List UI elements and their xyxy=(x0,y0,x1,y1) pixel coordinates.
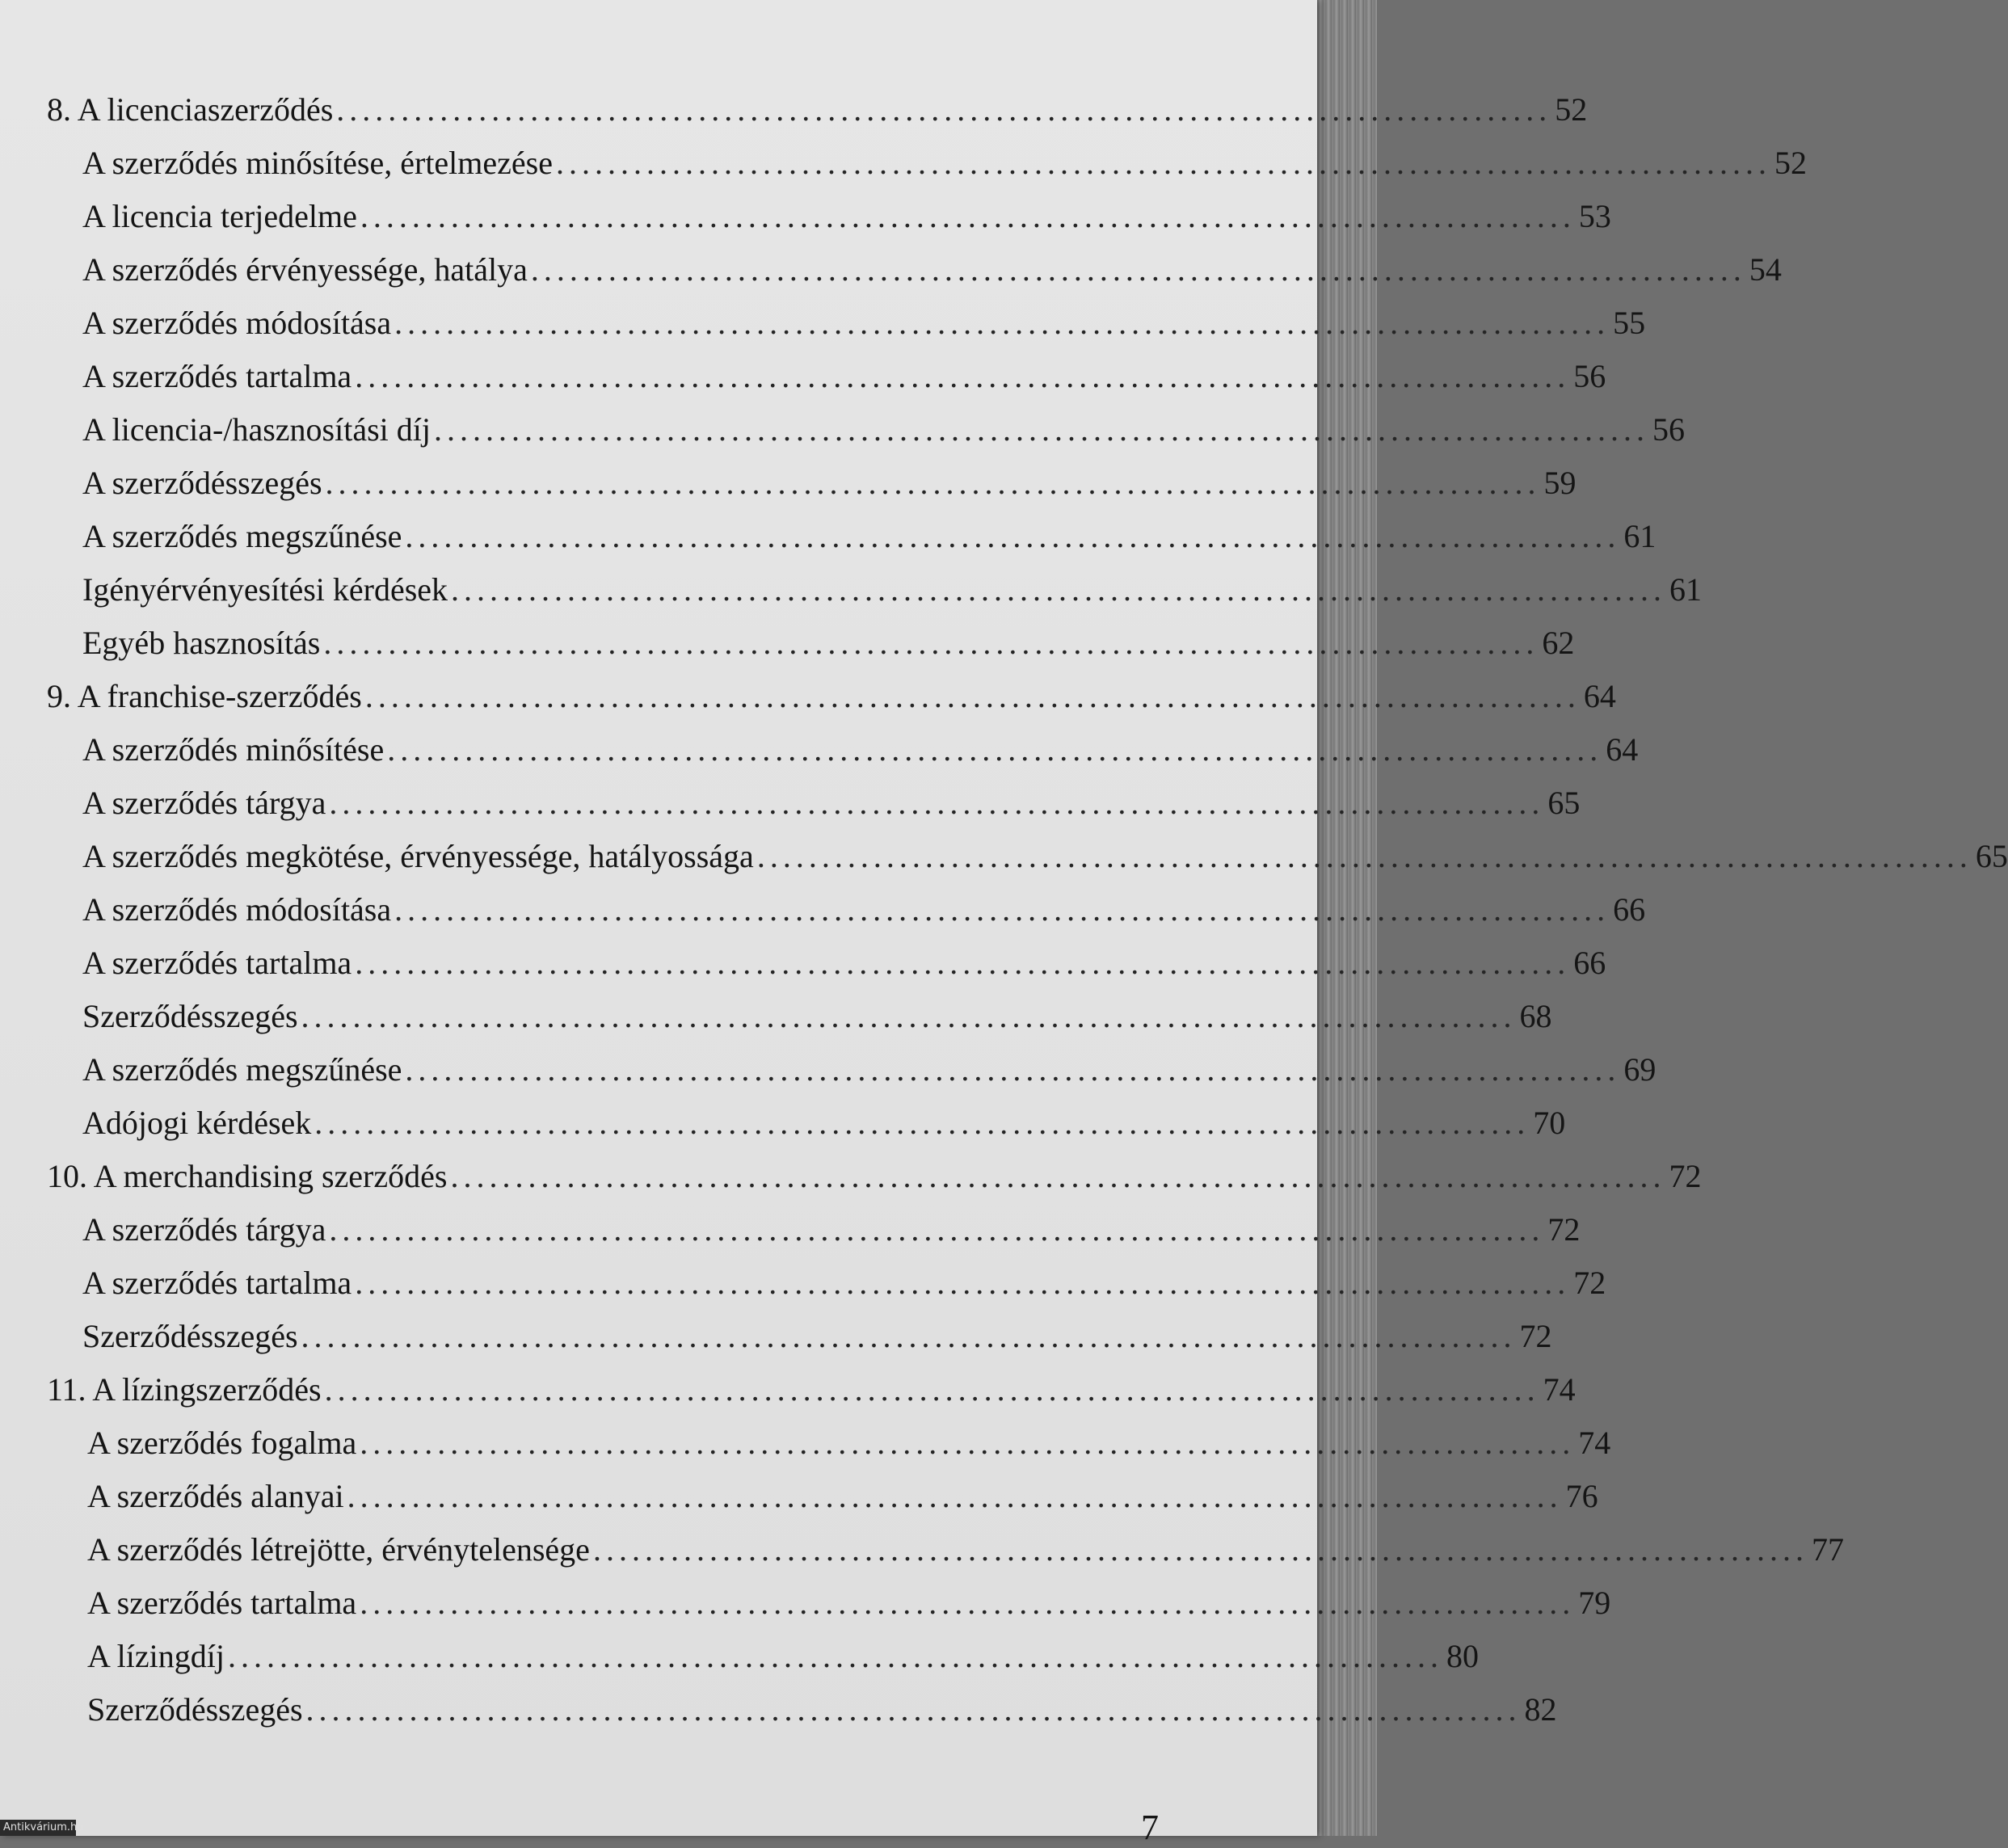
toc-entry xyxy=(82,890,1646,936)
toc-leader: .............................................................................................. xyxy=(530,251,1746,288)
toc-entry xyxy=(82,837,2008,882)
toc-entry-page: 72 xyxy=(1519,1318,1552,1354)
toc-entry-page: 69 xyxy=(1623,1051,1656,1088)
toc-leader: .............................................................................................. xyxy=(360,198,1576,234)
toc-entry-title: A szerződés megkötése, érvényessége, hatályossága xyxy=(82,838,754,874)
toc-leader: .............................................................................................. xyxy=(405,518,1621,554)
toc-entry-page: 72 xyxy=(1573,1265,1606,1301)
toc-entry-title: Igényérvényesítési kérdések xyxy=(82,571,448,608)
toc-entry-title: 11. A lízingszerződés xyxy=(47,1371,322,1408)
toc-leader: .............................................................................................. xyxy=(394,891,1610,928)
toc-entry-title: A szerződés tartalma xyxy=(82,945,352,981)
toc-entry xyxy=(82,1317,1552,1362)
toc-entry-title: 8. A licenciaszerződés xyxy=(47,91,334,128)
toc-entry-page: 79 xyxy=(1578,1585,1611,1621)
toc-entry-title: A szerződés megszűnése xyxy=(82,1051,402,1088)
toc-entry-page: 53 xyxy=(1578,198,1611,234)
toc-entry xyxy=(47,677,1616,722)
toc-entry xyxy=(82,570,1703,616)
toc-entry-page: 54 xyxy=(1749,251,1782,288)
toc-entry xyxy=(47,1370,1576,1416)
toc-entry xyxy=(82,464,1577,509)
toc-entry-page: 72 xyxy=(1547,1211,1581,1248)
toc-leader: .............................................................................................. xyxy=(323,625,1539,661)
toc-entry-page: 61 xyxy=(1669,571,1703,608)
toc-entry-title: 9. A franchise-szerződés xyxy=(47,678,362,714)
toc-entry-title: A szerződésszegés xyxy=(82,465,322,501)
toc-entry xyxy=(87,1530,1844,1576)
toc-entry-page: 52 xyxy=(1774,145,1807,181)
page-number: 7 xyxy=(1141,1808,1159,1847)
toc-entry xyxy=(82,1104,1566,1149)
watermark: Antikvárium.hu xyxy=(0,1820,76,1836)
toc-entry xyxy=(87,1477,1598,1522)
toc-entry xyxy=(82,624,1575,669)
toc-leader: .............................................................................................. xyxy=(360,1585,1576,1621)
toc-entry xyxy=(82,1050,1656,1096)
toc-entry-title: Szerződésszegés xyxy=(82,1318,298,1354)
toc-leader: .............................................................................................. xyxy=(355,358,1571,394)
toc-leader: .............................................................................................. xyxy=(756,838,1972,874)
toc-leader: .............................................................................................. xyxy=(394,305,1610,341)
toc-entry-page: 72 xyxy=(1669,1158,1702,1194)
toc-entry-page: 56 xyxy=(1573,358,1606,394)
toc-entry-page: 64 xyxy=(1583,678,1616,714)
toc-entry xyxy=(87,1690,1557,1736)
toc-entry-title: A szerződés alanyai xyxy=(87,1478,344,1514)
toc-entry-title: A szerződés tartalma xyxy=(82,358,352,394)
toc-entry-page: 52 xyxy=(1555,91,1588,128)
toc-entry-page: 61 xyxy=(1623,518,1656,554)
toc-entry xyxy=(82,944,1606,989)
toc-leader: .............................................................................................. xyxy=(405,1051,1621,1088)
toc-entry xyxy=(82,410,1685,456)
toc-entry-page: 59 xyxy=(1543,465,1577,501)
toc-entry xyxy=(47,1157,1702,1202)
toc-entry-page: 62 xyxy=(1542,625,1575,661)
toc-entry-title: Szerződésszegés xyxy=(82,998,298,1034)
toc-entry-title: A szerződés tárgya xyxy=(82,785,326,821)
toc-entry-page: 55 xyxy=(1613,305,1646,341)
toc-entry-title: A szerződés létrejötte, érvénytelensége xyxy=(87,1531,590,1568)
toc-leader: .............................................................................................. xyxy=(387,731,1603,768)
toc-entry-title: A szerződés minősítése xyxy=(82,731,385,768)
toc-leader: .............................................................................................. xyxy=(434,411,1649,448)
toc-leader: .............................................................................................. xyxy=(329,1211,1545,1248)
toc-entry-page: 68 xyxy=(1519,998,1552,1034)
toc-entry-page: 56 xyxy=(1652,411,1685,448)
toc-entry xyxy=(82,1210,1581,1256)
toc-entry-page: 82 xyxy=(1524,1691,1557,1728)
toc-leader: .............................................................................................. xyxy=(360,1425,1576,1461)
toc-entry-page: 74 xyxy=(1543,1371,1576,1408)
toc-leader: .............................................................................................. xyxy=(314,1105,1530,1141)
toc-leader: .............................................................................................. xyxy=(556,145,1771,181)
toc-entry-title: A szerződés fogalma xyxy=(87,1425,357,1461)
toc-entry xyxy=(82,997,1552,1042)
toc-entry-page: 65 xyxy=(1547,785,1581,821)
toc-leader: .............................................................................................. xyxy=(325,465,1541,501)
toc-leader: .............................................................................................. xyxy=(347,1478,1563,1514)
toc-entry-title: A lízingdíj xyxy=(87,1638,225,1674)
toc-entry xyxy=(82,730,1639,776)
toc-entry-page: 80 xyxy=(1446,1638,1479,1674)
toc-entry xyxy=(82,784,1581,829)
toc-entry xyxy=(82,144,1807,189)
toc-entry xyxy=(82,197,1611,242)
toc-leader: .............................................................................................. xyxy=(355,945,1571,981)
toc-entry xyxy=(87,1424,1611,1469)
toc-entry-title: Egyéb hasznosítás xyxy=(82,625,321,661)
toc-entry-page: 66 xyxy=(1573,945,1606,981)
toc-entry-page: 74 xyxy=(1578,1425,1611,1461)
toc-entry-title: A licencia-/hasznosítási díj xyxy=(82,411,431,448)
toc-leader: .............................................................................................. xyxy=(228,1638,1443,1674)
toc-entry-title: 10. A merchandising szerződés xyxy=(47,1158,448,1194)
toc-entry-title: Adójogi kérdések xyxy=(82,1105,312,1141)
toc-leader: .............................................................................................. xyxy=(324,1371,1540,1408)
toc-entry xyxy=(87,1637,1479,1682)
toc-leader: .............................................................................................. xyxy=(364,678,1581,714)
toc-leader: .............................................................................................. xyxy=(301,998,1517,1034)
toc-entry-page: 77 xyxy=(1811,1531,1844,1568)
toc-leader: .............................................................................................. xyxy=(451,571,1667,608)
toc-leader: .............................................................................................. xyxy=(329,785,1545,821)
toc-entry-title: Szerződésszegés xyxy=(87,1691,303,1728)
toc-leader: .............................................................................................. xyxy=(305,1691,1522,1728)
toc-leader: .............................................................................................. xyxy=(450,1158,1666,1194)
toc-entry-title: A szerződés tárgya xyxy=(82,1211,326,1248)
toc-entry xyxy=(87,1584,1611,1629)
toc-entry xyxy=(82,304,1646,349)
toc-entry xyxy=(82,517,1656,562)
toc-entry-title: A szerződés tartalma xyxy=(82,1265,352,1301)
toc-entry-title: A szerződés minősítése, értelmezése xyxy=(82,145,553,181)
toc-leader: .............................................................................................. xyxy=(592,1531,1808,1568)
toc-leader: .............................................................................................. xyxy=(336,91,1552,128)
toc-leader: .............................................................................................. xyxy=(355,1265,1571,1301)
toc-entry-page: 76 xyxy=(1565,1478,1598,1514)
toc-entry-title: A szerződés tartalma xyxy=(87,1585,357,1621)
toc-leader: .............................................................................................. xyxy=(301,1318,1517,1354)
toc-entry xyxy=(47,91,1588,136)
toc-entry-page: 65 xyxy=(1975,838,2008,874)
toc-entry-page: 66 xyxy=(1613,891,1646,928)
toc-entry xyxy=(82,250,1782,296)
toc-entry-page: 70 xyxy=(1533,1105,1566,1141)
toc-entry-title: A szerződés megszűnése xyxy=(82,518,402,554)
toc-entry-title: A szerződés módosítása xyxy=(82,305,392,341)
toc-entry xyxy=(82,357,1606,402)
toc-entry-title: A szerződés módosítása xyxy=(82,891,392,928)
toc-entry xyxy=(82,1264,1606,1309)
toc-entry-page: 64 xyxy=(1606,731,1639,768)
toc-entry-title: A licencia terjedelme xyxy=(82,198,357,234)
toc-entry-title: A szerződés érvényessége, hatálya xyxy=(82,251,528,288)
